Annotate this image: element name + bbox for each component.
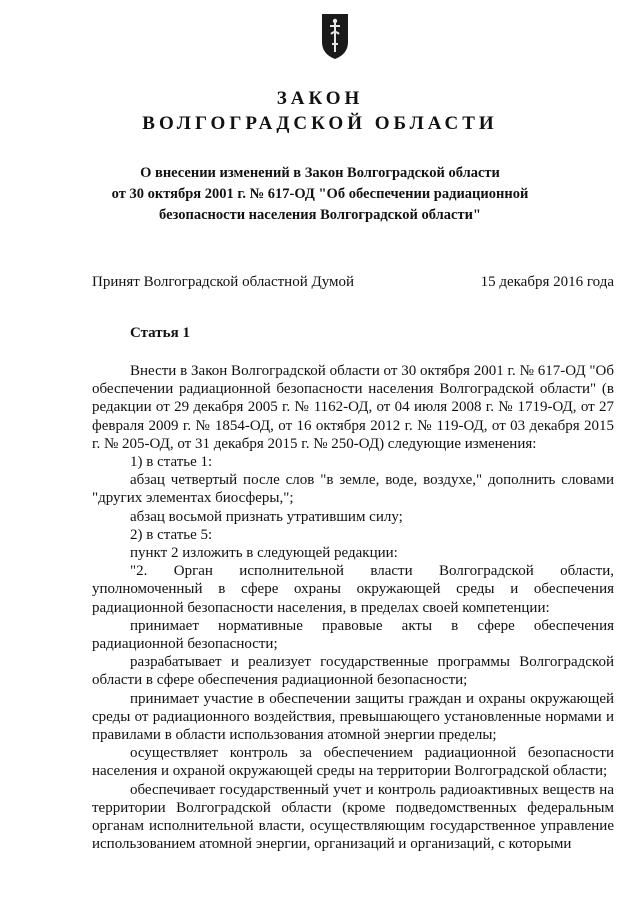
paragraph: 1) в статье 1:: [130, 454, 213, 471]
subtitle-line: безопасности населения Волгоградской области": [159, 207, 481, 223]
paragraph: разрабатывает и реализует государственные программы Волгоградской области в сфере обеспечения радиационной безопасности;: [92, 654, 614, 689]
paragraph: абзац четвертый после слов "в земле, воде, воздухе," дополнить словами "других элементах биосферы,";: [92, 472, 614, 507]
paragraph: осуществляет контроль за обеспечением радиационной безопасности населения и охраной окружающей среды на территории Волгоградской области;: [92, 745, 614, 780]
paragraph: 2) в статье 5:: [130, 526, 213, 543]
law-subtitle: [0, 163, 640, 226]
paragraph: абзац восьмой признать утратившим силу;: [130, 508, 403, 525]
paragraph: принимает нормативные правовые акты в сфере обеспечения радиационной безопасности;: [92, 617, 614, 653]
paragraph: пункт 2 изложить в следующей редакции:: [130, 545, 398, 562]
region-title: ВОЛГОГРАДСКОЙ ОБЛАСТИ: [142, 113, 498, 134]
article-body: [92, 362, 614, 853]
adopted-by: Принят Волгоградской областной Думой: [92, 274, 355, 290]
paragraph: обеспечивает государственный учет и контроль радиоактивных веществ на территории Волгоградской области (кроме подведомственных федеральным органам исполнительной власти, осуществляющим государственное управление использованием атомной энергии, организаций и организаций, с которыми: [92, 781, 614, 853]
subtitle-line: от 30 октября 2001 г. № 617-ОД "Об обеспечении радиационной: [111, 186, 529, 202]
paragraph: принимает участие в обеспечении защиты граждан и охраны окружающей среды от радиационного воздействия, превышающего установленные нормами и правилами в области использования атомной энергии пределы;: [92, 690, 614, 744]
coat-of-arms-icon: [320, 12, 350, 60]
adoption-date: 15 декабря 2016 года: [480, 274, 614, 290]
paragraph: Внести в Закон Волгоградской области от 30 октября 2001 г. № 617-ОД "Об обеспечении радиационной безопасности населения Волгоградской области" (в редакции от 29 декабря 2005 г. № 1162-ОД, от 04 июля 2008 г. № 1719-ОД, от 27 февраля 2009 г. № 1854-ОД, от 16 октября 2012 г. № 119-ОД, от 03 декабря 2015 г. № 205-ОД, от 31 декабря 2015 г. № 250-ОД) следующие изменения:: [92, 363, 614, 452]
paragraph: "2. Орган исполнительной власти Волгоградской области, уполномоченный в сфере охраны окружающей среды и обеспечения радиационной безопасности населения, в пределах своей компетенции:: [92, 563, 614, 616]
subtitle-line: О внесении изменений в Закон Волгоградской области: [140, 165, 500, 181]
article-heading: Статья 1: [130, 325, 190, 341]
law-title: ЗАКОН: [276, 88, 364, 109]
